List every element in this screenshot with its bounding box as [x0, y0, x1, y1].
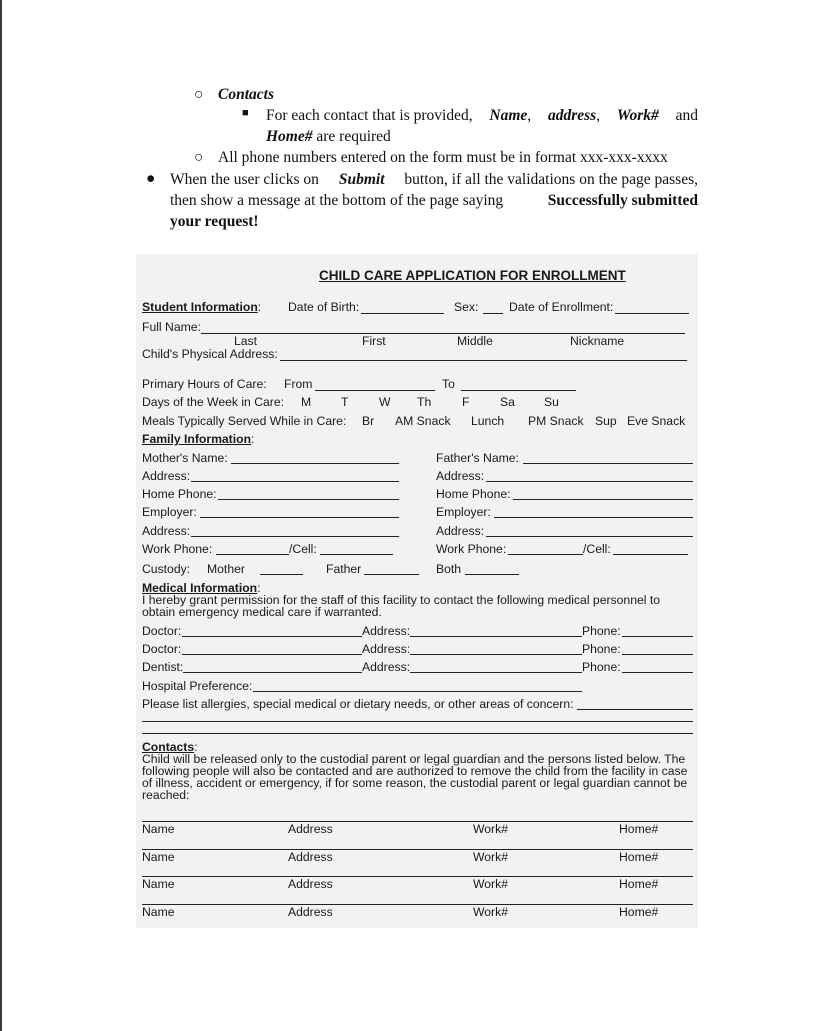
- mother-address-field[interactable]: [191, 481, 399, 482]
- doctor2-field[interactable]: [182, 654, 362, 655]
- dentist-address-label: Address:: [362, 660, 411, 674]
- contact-row-line[interactable]: [142, 876, 693, 877]
- father-work-phone-field[interactable]: [508, 554, 583, 555]
- contact-address-caption: Address: [288, 877, 333, 891]
- contacts-requirement-line1: For each contact that is provided, Name, address, Work# and: [266, 107, 698, 124]
- mother-employer-address-label: Address:: [142, 524, 191, 538]
- middle-name-caption: Middle: [457, 334, 493, 348]
- doctor2-address-label: Address:: [362, 642, 411, 656]
- day-option[interactable]: W: [379, 395, 391, 409]
- dentist-label: Dentist:: [142, 660, 184, 674]
- contact-address-caption: Address: [288, 905, 333, 919]
- doctor1-address-label: Address:: [362, 624, 411, 638]
- day-option[interactable]: M: [301, 395, 312, 409]
- hospital-label: Hospital Preference:: [142, 679, 253, 693]
- contacts-release-text: Child will be released only to the custodial parent or legal guardian and the persons listed below. The following people will also be contacted and are authorized to remove the child from the facility in case of illness, accident or emergency, if for some reason, the custodial parent or legal guardian cannot be reached:: [142, 752, 688, 802]
- medical-info-heading: Medical Information:: [142, 581, 261, 595]
- nickname-caption: Nickname: [570, 334, 625, 348]
- father-employer-field[interactable]: [494, 517, 693, 518]
- form-title: CHILD CARE APPLICATION FOR ENROLLMENT: [319, 268, 626, 283]
- doctor2-address-field[interactable]: [410, 654, 582, 655]
- contact-home-caption: Home#: [619, 822, 659, 836]
- phone-format-rule: All phone numbers entered on the form must be in format xxx-xxx-xxxx: [218, 149, 668, 166]
- hours-to-field[interactable]: [461, 390, 576, 391]
- day-option[interactable]: T: [341, 395, 349, 409]
- doctor1-phone-label: Phone:: [582, 624, 621, 638]
- mother-employer-address-field[interactable]: [191, 536, 399, 537]
- mother-employer-field[interactable]: [200, 517, 399, 518]
- hospital-field[interactable]: [253, 691, 582, 692]
- hours-from-label: From: [284, 377, 313, 391]
- submit-rule-line3: your request!: [170, 213, 259, 230]
- bullet-dot-icon: ●: [146, 170, 156, 187]
- medical-permission-text: I hereby grant permission for the staff of this facility to contact the following medical personnel to obtain emergency medical care if warranted.: [142, 593, 661, 619]
- father-name-label: Father's Name:: [436, 451, 519, 465]
- custody-mother-field[interactable]: [260, 574, 303, 575]
- father-work-phone-label: Work Phone:: [436, 542, 507, 556]
- hours-from-field[interactable]: [315, 390, 435, 391]
- allergies-label: Please list allergies, special medical or dietary needs, or other areas of concern:: [142, 697, 574, 711]
- hours-to-label: To: [442, 377, 455, 391]
- student-info-heading: Student Information:: [142, 300, 262, 314]
- mother-cell-field[interactable]: [320, 554, 393, 555]
- dob-field[interactable]: [361, 313, 444, 314]
- doctor1-field[interactable]: [182, 636, 362, 637]
- custody-father-field[interactable]: [364, 574, 419, 575]
- mother-address-label: Address:: [142, 469, 191, 483]
- day-option[interactable]: F: [462, 395, 470, 409]
- contacts-info-heading: Contacts:: [142, 740, 198, 754]
- bullet-circle-icon: ○: [194, 149, 204, 166]
- family-info-heading: Family Information:: [142, 432, 255, 446]
- custody-label: Custody:: [142, 562, 191, 576]
- allergies-line-2[interactable]: [142, 721, 693, 722]
- contact-row-line[interactable]: [142, 904, 693, 905]
- contact-name-caption: Name: [142, 877, 175, 891]
- contact-home-caption: Home#: [619, 850, 659, 864]
- full-name-label: Full Name:: [142, 320, 201, 334]
- mother-name-label: Mother's Name:: [142, 451, 228, 465]
- day-option[interactable]: Th: [417, 395, 432, 409]
- bullet-square-icon: ■: [242, 107, 249, 119]
- doctor2-label: Doctor:: [142, 642, 182, 656]
- dentist-field[interactable]: [183, 672, 362, 673]
- meal-option[interactable]: Eve Snack: [627, 414, 686, 428]
- mother-work-phone-label: Work Phone:: [142, 542, 213, 556]
- contact-work-caption: Work#: [473, 850, 508, 864]
- last-name-caption: Last: [234, 334, 258, 348]
- father-cell-field[interactable]: [613, 554, 688, 555]
- father-cell-label: /Cell:: [583, 542, 611, 556]
- contact-row-line[interactable]: [142, 849, 693, 850]
- father-name-field[interactable]: [523, 463, 693, 464]
- mother-employer-label: Employer:: [142, 505, 197, 519]
- doctor2-phone-field[interactable]: [622, 654, 693, 655]
- custody-both-field[interactable]: [465, 574, 519, 575]
- father-employer-address-label: Address:: [436, 524, 485, 538]
- contact-address-caption: Address: [288, 822, 333, 836]
- submit-rule-line2: then show a message at the bottom of the page saying Successfully submitted: [170, 192, 698, 209]
- custody-father-label: Father: [326, 562, 362, 576]
- first-name-caption: First: [362, 334, 386, 348]
- mother-work-phone-field[interactable]: [216, 554, 289, 555]
- father-home-phone-field[interactable]: [513, 499, 693, 500]
- father-home-phone-label: Home Phone:: [436, 487, 511, 501]
- meal-option[interactable]: Sup: [595, 414, 617, 428]
- mother-name-field[interactable]: [231, 463, 399, 464]
- enrollment-date-field[interactable]: [615, 313, 689, 314]
- enrollment-form: [136, 254, 698, 928]
- father-employer-address-field[interactable]: [486, 536, 693, 537]
- contacts-requirement-line2: Home# are required: [266, 128, 391, 145]
- sex-label: Sex:: [454, 300, 479, 314]
- contact-name-caption: Name: [142, 822, 175, 836]
- hours-label: Primary Hours of Care:: [142, 377, 267, 391]
- contact-home-caption: Home#: [619, 877, 659, 891]
- father-address-label: Address:: [436, 469, 485, 483]
- contact-work-caption: Work#: [473, 822, 508, 836]
- doctor1-phone-field[interactable]: [622, 636, 693, 637]
- meal-option[interactable]: Lunch: [471, 414, 505, 428]
- contact-name-caption: Name: [142, 905, 175, 919]
- father-employer-label: Employer:: [436, 505, 491, 519]
- day-option[interactable]: Su: [544, 395, 559, 409]
- day-option[interactable]: Sa: [500, 395, 515, 409]
- physical-address-label: Child's Physical Address:: [142, 347, 278, 361]
- contact-home-caption: Home#: [619, 905, 659, 919]
- contact-work-caption: Work#: [473, 905, 508, 919]
- days-label: Days of the Week in Care:: [142, 395, 285, 409]
- contact-name-caption: Name: [142, 850, 175, 864]
- custody-mother-label: Mother: [207, 562, 245, 576]
- dob-label: Date of Birth:: [288, 300, 360, 314]
- meals-label: Meals Typically Served While in Care:: [142, 414, 347, 428]
- contact-address-caption: Address: [288, 850, 333, 864]
- custody-both-label: Both: [436, 562, 462, 576]
- doctor1-label: Doctor:: [142, 624, 182, 638]
- meal-option[interactable]: Br: [362, 414, 375, 428]
- page-left-border: [0, 0, 2, 1031]
- physical-address-field[interactable]: [280, 360, 687, 361]
- mother-home-phone-field[interactable]: [218, 499, 399, 500]
- contact-row-line[interactable]: [142, 821, 693, 822]
- doctor2-phone-label: Phone:: [582, 642, 621, 656]
- contacts-heading: Contacts: [218, 86, 274, 103]
- doctor1-address-field[interactable]: [410, 636, 582, 637]
- mother-cell-label: /Cell:: [289, 542, 317, 556]
- dentist-phone-field[interactable]: [622, 672, 693, 673]
- father-address-field[interactable]: [486, 481, 693, 482]
- sex-field[interactable]: [483, 313, 503, 314]
- allergies-field[interactable]: [577, 709, 693, 710]
- bullet-circle-icon: ○: [194, 86, 204, 103]
- mother-home-phone-label: Home Phone:: [142, 487, 217, 501]
- dentist-phone-label: Phone:: [582, 660, 621, 674]
- enrollment-date-label: Date of Enrollment:: [509, 300, 614, 314]
- meal-option[interactable]: PM Snack: [528, 414, 584, 428]
- meal-option[interactable]: AM Snack: [395, 414, 451, 428]
- allergies-line-3[interactable]: [142, 733, 693, 734]
- dentist-address-field[interactable]: [410, 672, 582, 673]
- contact-work-caption: Work#: [473, 877, 508, 891]
- submit-rule-line1: When the user clicks on Submit button, if all the validations on the page passes,: [170, 171, 698, 188]
